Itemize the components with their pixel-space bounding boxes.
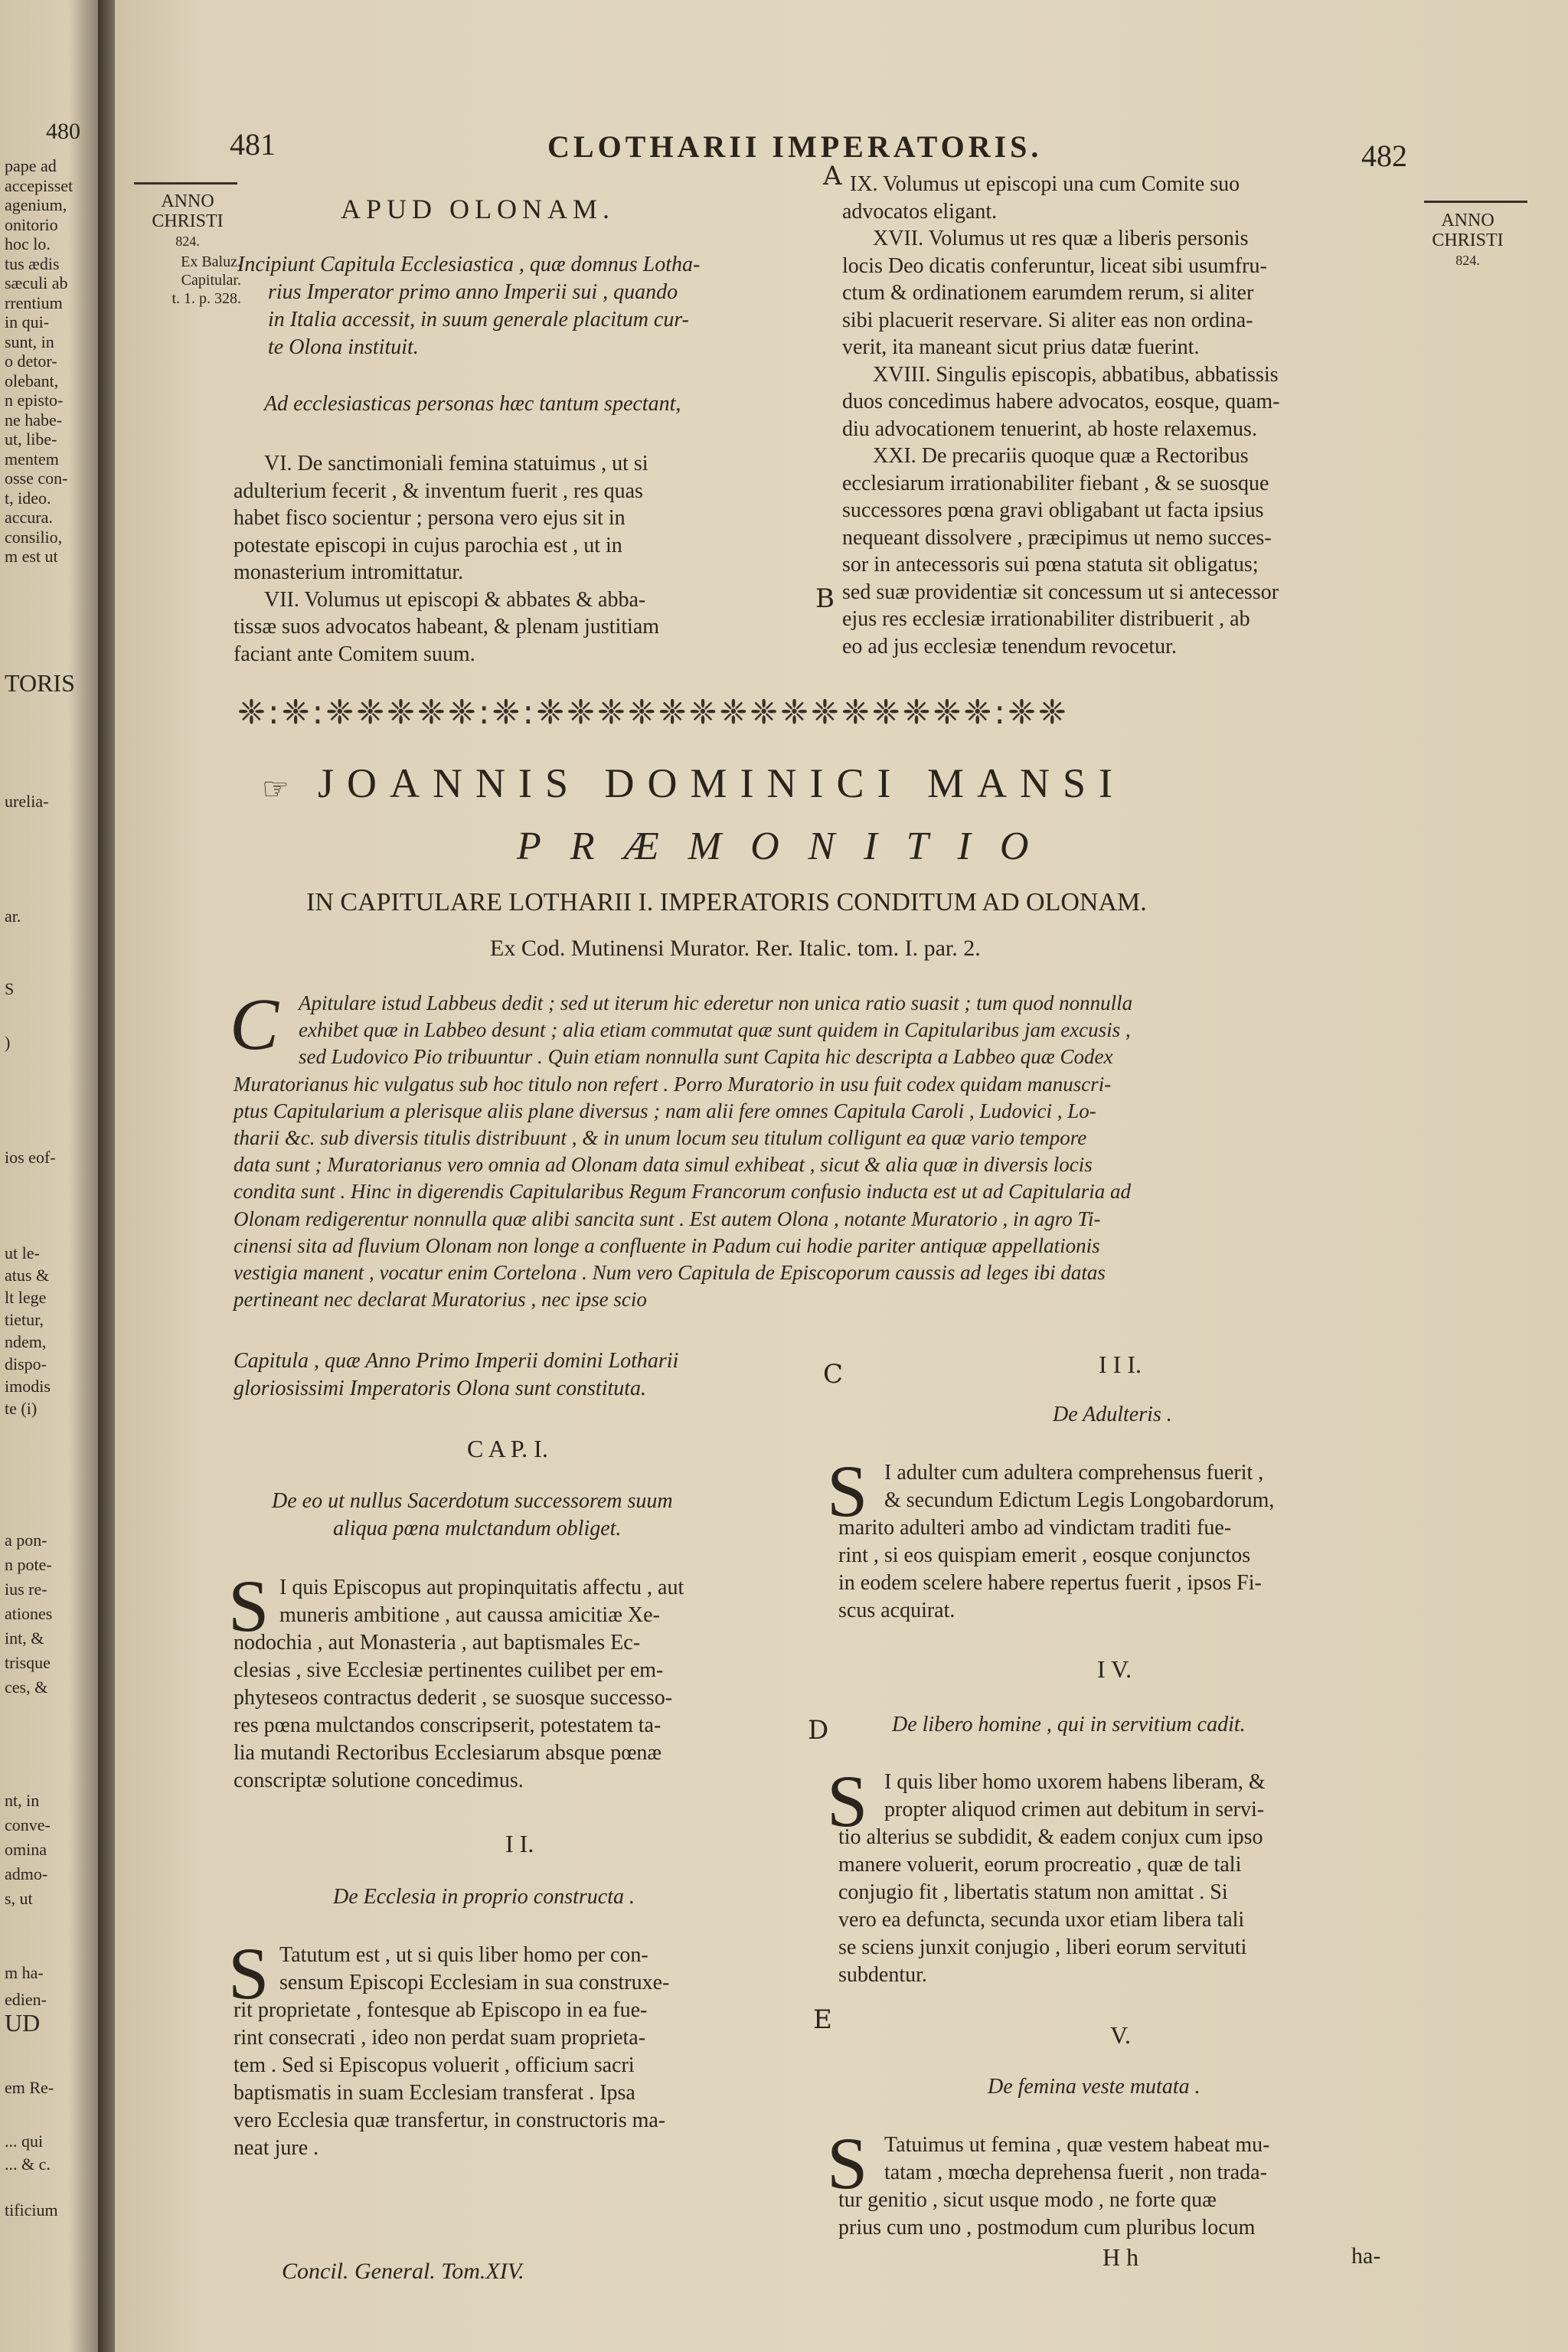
anno-label: ANNO: [1441, 211, 1494, 230]
previous-page-line: consilio,: [5, 527, 63, 547]
top-right-line: ejus res ecclesiæ irrationabiliter distribuerit , ab: [842, 607, 1250, 631]
previous-page-line: tus ædis: [5, 253, 60, 273]
cap4-line: manere voluerit, eorum procreatio , quæ de tali: [838, 1853, 1242, 1877]
previous-page-edge: [0, 0, 98, 2352]
cap2-line: tem . Sed si Episcopus voluerit , officium sacri: [234, 2053, 635, 2077]
cap5-line: tur genitio , sicut usque modo , ne forte quæ: [838, 2188, 1217, 2212]
section-author: JOANNIS DOMINICI MANSI: [318, 760, 1126, 806]
top-right-line: sibi placuerit reservare. Si aliter eas non ordina-: [842, 308, 1253, 332]
signature-mark: H h: [1102, 2243, 1139, 2271]
top-right-line: XVIII. Singulis episcopis, abbatibus, abbatissis: [873, 362, 1279, 387]
source-note-line: t. 1. p. 328.: [172, 290, 241, 307]
cap5-title: De femina veste mutata .: [988, 2075, 1200, 2099]
previous-page-line: in qui-: [5, 312, 50, 332]
top-left-line: faciant ante Comitem suum.: [234, 642, 475, 666]
top-right-line: verit, ita maneant sicut prius datæ fuerint.: [842, 335, 1200, 359]
premonitio-line: condita sunt . Hinc in digerendis Capitularibus Regum Francorum confusio inducta est ut ad Capitularia ad: [234, 1180, 1131, 1204]
previous-page-line: t, ideo.: [5, 488, 51, 508]
premonitio-dropcap: C: [230, 983, 279, 1065]
cap1-line: nodochia , aut Monasteria , aut baptismales Ec-: [234, 1631, 641, 1655]
previous-page-line: ... & c.: [5, 2154, 51, 2174]
cap4-line: se sciens junxit conjugio , liberi eorum servituti: [838, 1936, 1247, 1959]
cap2-line: neat jure .: [234, 2136, 319, 2160]
previous-page-line: dispo-: [5, 1354, 47, 1374]
catchword: ha-: [1351, 2243, 1381, 2269]
previous-page-line: accepisset: [5, 175, 74, 195]
cap2-dropcap: S: [228, 1932, 270, 2014]
top-left-line: potestate episcopi in cujus parochia est , ut in: [234, 533, 622, 557]
cap3-line: & secundum Edictum Legis Longobardorum,: [884, 1488, 1275, 1512]
previous-page-line: admo-: [5, 1864, 48, 1883]
pointing-hand-icon: ☞: [262, 772, 289, 807]
margin-letter-e: E: [813, 2004, 832, 2035]
running-title: CLOTHARII IMPERATORIS.: [547, 129, 1043, 164]
incipit-line: in Italia accessit, in suum generale placitum cur-: [268, 308, 690, 332]
header-rule-left: [134, 182, 237, 185]
premonitio-line: cinensi sita ad fluvium Olonam non longe a confluente in Padum cui hodie pariter antiquæ appellationis: [234, 1233, 1100, 1257]
previous-page-line: ius re-: [5, 1579, 47, 1599]
previous-page-line: sæculi ab: [5, 273, 68, 292]
anno-christi-right: [1426, 211, 1510, 270]
cap4-line: propter aliquod crimen aut debitum in servi-: [884, 1798, 1265, 1821]
previous-page-line: te (i): [5, 1399, 38, 1418]
top-right-line: locis Deo dicatis conferuntur, liceat sibi usumfru-: [842, 253, 1267, 278]
previous-page-line: accura.: [5, 508, 53, 527]
previous-page-line: pape ad: [5, 156, 57, 175]
cap1-line: I quis Episcopus aut propinquitatis affectu , aut: [279, 1576, 684, 1599]
previous-page-line: ): [5, 1033, 11, 1052]
previous-page-line: m est ut: [5, 547, 58, 566]
cap2-line: rint consecrati , ideo non perdat suam proprieta-: [234, 2026, 646, 2050]
previous-page-line: n episto-: [5, 390, 64, 410]
previous-page-line: ut, libe-: [5, 430, 57, 449]
christi-label: CHRISTI: [1432, 230, 1504, 250]
source-note: [126, 253, 241, 308]
cap2-line: vero Ecclesia quæ transfertur, in constructoris ma-: [234, 2109, 666, 2132]
premonitio-line: ptus Capitularium a plerisque aliis plane diversus ; nam alii fere omnes Capitula Caroli , Ludovici , Lo-: [234, 1099, 1096, 1122]
cap4-title: De libero homine , qui in servitium cadit.: [892, 1713, 1246, 1736]
top-right-line: nequeant dissolvere , præcipimus ut nemo succes-: [842, 525, 1272, 550]
cap1-title-line: aliqua pœna mulctandum obliget.: [333, 1517, 622, 1540]
premonitio-line: data sunt ; Muratorianus vero omnia ad Olonam data simul exhibeat , sicut & alia quæ in diversis locis: [234, 1153, 1093, 1177]
top-left-line: VII. Volumus ut episcopi & abbates & abba-: [264, 587, 646, 612]
previous-page-line: ationes: [5, 1604, 53, 1623]
top-left-line: monasterium intromittatur.: [234, 560, 464, 584]
cap3-line: I adulter cum adultera comprehensus fuerit ,: [884, 1461, 1264, 1485]
cap1-line: clesias , sive Ecclesiæ pertinentes cuilibet per em-: [234, 1658, 664, 1682]
previous-page-line: trisque: [5, 1653, 51, 1672]
right-page-number: 482: [1361, 139, 1407, 173]
cap5-heading: V.: [1110, 2021, 1131, 2049]
previous-page-line: n pote-: [5, 1555, 52, 1574]
cap1-line: conscriptæ solutione concedimus.: [234, 1769, 524, 1792]
source-note-line: Ex Baluz.: [181, 253, 241, 270]
previous-page-line: ne habe-: [5, 410, 63, 430]
margin-letter-c: C: [823, 1359, 844, 1390]
cap4-line: vero ea defuncta, secunda uxor etiam libera tali: [838, 1908, 1245, 1932]
cap2-line: Tatutum est , ut si quis liber homo per con-: [279, 1943, 648, 1967]
previous-page-line: conve-: [5, 1815, 51, 1834]
source-note-line: Capitular.: [181, 272, 241, 289]
previous-page-line: rrentium: [5, 292, 63, 312]
cap4-line: I quis liber homo uxorem habens liberam, &: [884, 1770, 1266, 1794]
cap5-dropcap: S: [827, 2122, 868, 2204]
cap5-line: tatam , mœcha deprehensa fuerit , non trada-: [884, 2161, 1267, 2184]
previous-page-line: onitorio: [5, 214, 58, 234]
year-label: 824.: [1455, 253, 1480, 268]
top-right-line: advocatos eligant.: [842, 199, 998, 224]
top-right-line: diu advocationem tenuerint, ab hoste relaxemus.: [842, 416, 1257, 441]
top-right-line: sor in antecessoris sui pœna statuta sit obligatus;: [842, 553, 1259, 577]
top-right-line: duos concedimus habere advocatos, eosque, quam-: [842, 390, 1280, 413]
previous-page-line: m ha-: [5, 1963, 44, 1982]
cap5-line: Tatuimus ut femina , quæ vestem habeat mu-: [884, 2133, 1270, 2157]
previous-page-line: imodis: [5, 1377, 51, 1396]
header-rule-right: [1424, 201, 1527, 203]
top-right-line: eo ad jus ecclesiæ tenendum revocetur.: [842, 634, 1177, 658]
cap1-line: phyteseos contractus dederit , se suosque successo-: [234, 1686, 673, 1710]
premonitio-line: sed Ludovico Pio tribuuntur . Quin etiam nonnulla sunt Capita hic descripta a Labbeo quæ Codex: [299, 1045, 1113, 1069]
previous-page-line: hoc lo.: [5, 234, 51, 253]
top-right-line: sed suæ providentiæ sit concessum ut si antecessor: [842, 580, 1279, 604]
previous-page-line: ces, &: [5, 1677, 48, 1697]
top-left-subhead: Ad ecclesiasticas personas hæc tantum spectant,: [264, 392, 681, 416]
top-left-line: VI. De sanctimoniali femina statuimus , ut si: [264, 452, 648, 475]
premonitio-line: Olonam redigerentur nonnulla quæ alibi sancita sunt . Est autem Olona , notante Muratorio , in agro Ti-: [234, 1207, 1101, 1230]
margin-letter-b: B: [815, 583, 835, 614]
cap3-title: De Adulteris .: [1053, 1403, 1172, 1426]
cap3-heading: I I I.: [1099, 1351, 1142, 1378]
premonitio-line: pertineant nec declarat Muratorius , nec ipse scio: [234, 1288, 647, 1312]
top-left-line: adulterium fecerit , & inventum fuerit , res quas: [234, 479, 643, 503]
margin-letter-a: A: [823, 161, 842, 191]
top-right-line: XVII. Volumus ut res quæ a liberis personis: [873, 227, 1249, 250]
previous-page-line: ar.: [5, 906, 21, 926]
section-source: Ex Cod. Mutinensi Murator. Rer. Italic. tom. I. par. 2.: [490, 936, 981, 961]
previous-page-line: olebant,: [5, 371, 59, 390]
incipit-line: Incipiunt Capitula Ecclesiastica , quæ domnus Lotha-: [237, 253, 701, 276]
incipit-line: rius Imperator primo anno Imperii sui , quando: [268, 280, 678, 304]
previous-page-line: edien-: [5, 1990, 47, 2009]
cap1-line: res pœna mulctandos conscripserit, potestatem ta-: [234, 1713, 662, 1737]
capitula-intro-line: Capitula , quæ Anno Primo Imperii domini Lotharii: [234, 1349, 679, 1373]
left-page-number: 481: [230, 127, 276, 162]
previous-page-line: urelia-: [5, 792, 49, 811]
previous-page-line: ios eof-: [5, 1148, 56, 1167]
cap1-title-line: De eo ut nullus Sacerdotum successorem suum: [272, 1489, 673, 1513]
cap4-line: conjugio fit , libertatis statum non amittat . Si: [838, 1880, 1228, 1904]
cap5-line: prius cum uno , postmodum cum pluribus locum: [838, 2216, 1256, 2239]
previous-page-line: em Re-: [5, 2078, 54, 2097]
cap3-line: scus acquirat.: [838, 1599, 956, 1622]
top-right-line: IX. Volumus ut episcopi una cum Comite suo: [850, 172, 1240, 196]
cap1-line: lia mutandi Rectoribus Ecclesiarum absque pœnæ: [234, 1741, 662, 1765]
cap2-heading: I I.: [505, 1830, 534, 1857]
cap1-line: muneris ambitione , aut caussa amicitiæ Xe-: [279, 1603, 660, 1627]
previous-page-line: ut le-: [5, 1243, 40, 1263]
previous-page-line: lt lege: [5, 1288, 47, 1307]
section-subtitle: IN CAPITULARE LOTHARII I. IMPERATORIS CONDITUM AD OLONAM.: [306, 888, 1147, 916]
year-label: 824.: [175, 234, 200, 249]
cap1-heading: C A P. I.: [467, 1435, 548, 1462]
anno-christi-left: [145, 191, 230, 251]
cap2-line: baptismatis in suam Ecclesiam transferat . Ipsa: [234, 2081, 635, 2105]
previous-page-line: tietur,: [5, 1310, 44, 1329]
top-right-line: XXI. De precariis quoque quæ a Rectoribus: [873, 444, 1249, 468]
premonitio-line: vestigia manent , vocatur enim Cortelona . Num vero Capitula de Episcoporum caussis ad leges ibi datas: [234, 1261, 1106, 1284]
premonitio-line: exhibet quæ in Labbeo desunt ; alia etiam commutat quæ sunt quidem in Capitularibus jam excusis ,: [299, 1018, 1131, 1042]
previous-page-line: tificium: [5, 2200, 58, 2220]
anno-label: ANNO: [161, 191, 214, 211]
capitula-intro-line: gloriosissimi Imperatoris Olona sunt constituta.: [234, 1377, 647, 1400]
top-right-line: successores pœna gravi obligabant ut facta ipsius: [842, 498, 1264, 522]
cap4-dropcap: S: [827, 1760, 868, 1842]
previous-page-line: int, &: [5, 1628, 44, 1648]
previous-page-line: S: [5, 979, 15, 998]
christi-label: CHRISTI: [152, 211, 224, 231]
cap4-heading: I V.: [1097, 1655, 1132, 1683]
cap4-line: subdentur.: [838, 1963, 927, 1987]
book-gutter: [98, 0, 115, 2352]
section-title: PRÆMONITIO: [517, 825, 1058, 868]
cap3-line: marito adulteri ambo ad vindictam traditi fue-: [838, 1516, 1232, 1540]
previous-page-line: omina: [5, 1840, 47, 1859]
premonitio-line: tharii &c. sub diversis titulis distribuunt , & in unum locum seu titulum colligunt ea quæ vario tempore: [234, 1126, 1087, 1149]
premonitio-line: Apitulare istud Labbeus dedit ; sed ut iterum hic ederetur non unica ratio suasit ; tum quod nonnulla: [299, 991, 1133, 1014]
ornament-divider: ❈:❈:❈❈❈❈❈:❈:❈❈❈❈❈❈❈❈❈❈❈❈❈❈❈:❈❈: [237, 693, 1069, 732]
previous-page-line: atus &: [5, 1266, 50, 1285]
previous-page-line: nt, in: [5, 1791, 40, 1810]
cap3-line: in eodem scelere habere repertus fuerit , ipsos Fi-: [838, 1571, 1262, 1595]
cap2-line: rit proprietate , fontesque ab Episcopo in ea fue-: [234, 1998, 648, 2022]
previous-page-line: osse con-: [5, 469, 68, 488]
premonitio-line: Muratorianus hic vulgatus sub hoc titulo non refert . Porro Muratorio in usu fuit codex quidam manuscri-: [234, 1072, 1112, 1096]
previous-page-number: 480: [46, 119, 80, 144]
cap1-dropcap: S: [228, 1565, 270, 1647]
previous-page-line: o detor-: [5, 351, 57, 371]
top-right-line: ctum & ordinationem earumdem rerum, si aliter: [842, 281, 1254, 305]
top-left-line: habet fisco socientur ; persona vero ejus sit in: [234, 506, 626, 530]
incipit-line: te Olona instituit.: [268, 335, 419, 359]
margin-letter-d: D: [808, 1715, 829, 1746]
top-left-line: tissæ suos advocatos habeant, & plenam justitiam: [234, 615, 660, 639]
previous-page-line: a pon-: [5, 1530, 47, 1550]
previous-page-line: s, ut: [5, 1889, 33, 1908]
previous-page-line: agenium,: [5, 195, 67, 214]
previous-page-line: UD: [5, 2009, 41, 2037]
volume-footer: Concil. General. Tom.XIV.: [282, 2259, 524, 2284]
book-page: [115, 0, 1568, 2352]
cap2-line: sensum Episcopi Ecclesiam in sua construxe-: [279, 1971, 670, 1994]
cap3-line: rint , si eos quispiam emerit , eosque conjunctos: [838, 1544, 1251, 1567]
previous-page-line: sunt, in: [5, 332, 54, 351]
previous-page-line: mentem: [5, 449, 59, 469]
previous-page-line: TORIS: [5, 669, 75, 697]
cap4-line: tio alterius se subdidit, & eadem conjux cum ipso: [838, 1825, 1263, 1849]
top-right-line: ecclesiarum irrationabiliter fiebant , & se suosque: [842, 471, 1269, 495]
previous-page-line: ... qui: [5, 2132, 44, 2151]
apud-olonam-heading: APUD OLONAM.: [341, 194, 616, 224]
cap2-title: De Ecclesia in proprio constructa .: [333, 1885, 635, 1909]
cap3-dropcap: S: [827, 1450, 868, 1532]
previous-page-line: ndem,: [5, 1332, 47, 1351]
